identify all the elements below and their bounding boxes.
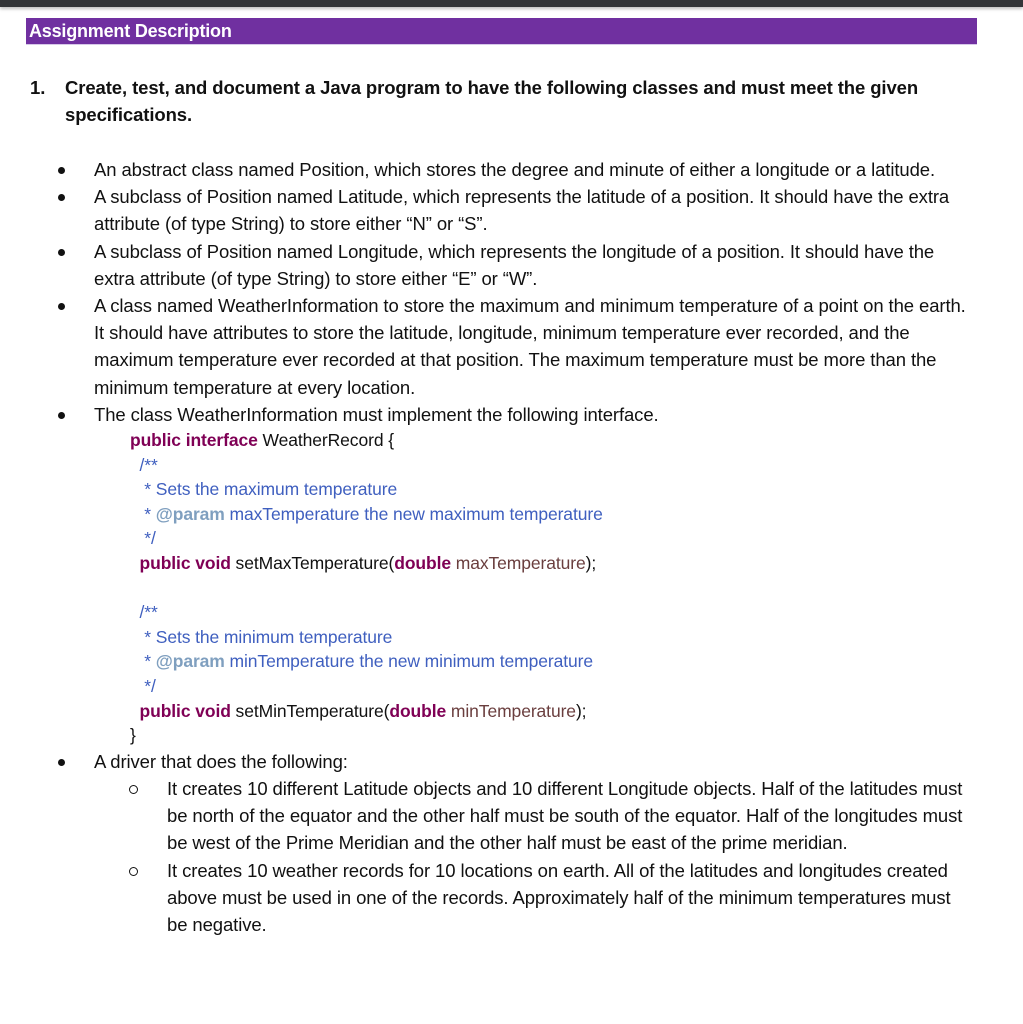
code-comment-close: */	[130, 675, 156, 696]
code-comment-close: */	[130, 528, 156, 549]
bullet-interface-requirement	[0, 401, 974, 428]
hollow-bullet-icon	[129, 867, 138, 876]
code-method-setmin: public void setMinTemperature(double minTemperature);	[139, 700, 587, 721]
bullet-driver	[0, 748, 974, 775]
bullet-icon	[58, 759, 65, 766]
sub-bullet-text: It creates 10 weather records for 10 locations on earth. All of the latitudes and longitudes created above must be used in one of the records. Approximately half of the minimum temperatures must be negative.	[167, 859, 951, 935]
bullet-longitude-class	[0, 238, 974, 292]
hollow-bullet-icon	[129, 785, 138, 794]
bullet-text: A class named WeatherInformation to store the maximum and minimum temperature of a point on the earth. It should have attributes to store the latitude, longitude, minimum temperature ever recorded, and the maximum temperature ever recorded at that position. The maximum temperature must be more than the minimum temperature at every location.	[94, 295, 966, 398]
bullet-icon	[58, 412, 65, 419]
code-line-interface-decl: public interface WeatherRecord {	[130, 430, 394, 451]
bullet-text: A subclass of Position named Longitude, which represents the longitude of a position. It should have the extra attribute (of type String) to store either “E” or “W”.	[94, 240, 935, 289]
section-title: Assignment Description	[29, 21, 232, 41]
bullet-icon	[58, 167, 65, 174]
code-comment-param: * @param minTemperature the new minimum temperature	[130, 651, 593, 672]
sub-bullet-text: It creates 10 different Latitude objects and 10 different Longitude objects. Half of the latitudes must be north of the equator and the other half must be south of the equator. Half of the longitudes must be west of the Prime Meridian and the other half must be east of the prime meridian.	[167, 777, 963, 854]
bullet-text: A driver that does the following:	[94, 750, 348, 772]
code-comment-desc: * Sets the minimum temperature	[130, 626, 393, 647]
code-method-setmax: public void setMaxTemperature(double maxTemperature);	[139, 553, 597, 573]
bullet-latitude-class	[0, 183, 974, 237]
code-comment-open: /**	[130, 454, 158, 475]
requirements-list	[0, 156, 1023, 938]
code-blank-line	[130, 576, 1023, 601]
bullet-text: An abstract class named Position, which stores the degree and minute of either a longitude or a latitude.	[94, 159, 935, 180]
window-top-bar	[0, 0, 1023, 7]
code-closing-brace: }	[130, 725, 136, 746]
bullet-position-class	[0, 156, 974, 183]
question-text: Create, test, and document a Java program to have the following classes and must meet the given specifications.	[65, 77, 919, 125]
code-comment-param: * @param maxTemperature the new maximum temperature	[130, 503, 603, 524]
bullet-text: The class WeatherInformation must implement the following interface.	[94, 403, 659, 425]
bullet-icon	[58, 303, 65, 310]
bullet-text: A subclass of Position named Latitude, which represents the latitude of a position. It should have the extra attribute (of type String) to store either “N” or “S”.	[94, 186, 950, 235]
question-number: 1.	[30, 77, 46, 98]
code-comment-open: /**	[130, 602, 158, 623]
code-block-weatherrecord	[130, 428, 1023, 748]
question-item	[30, 74, 980, 128]
bullet-icon	[58, 194, 65, 201]
bullet-icon	[58, 249, 65, 256]
code-comment-desc: * Sets the maximum temperature	[130, 479, 398, 500]
sub-bullet-weather-records	[0, 857, 967, 939]
sub-bullet-create-objects	[0, 775, 967, 857]
bullet-weatherinformation-class	[0, 292, 974, 401]
section-header	[26, 18, 977, 45]
